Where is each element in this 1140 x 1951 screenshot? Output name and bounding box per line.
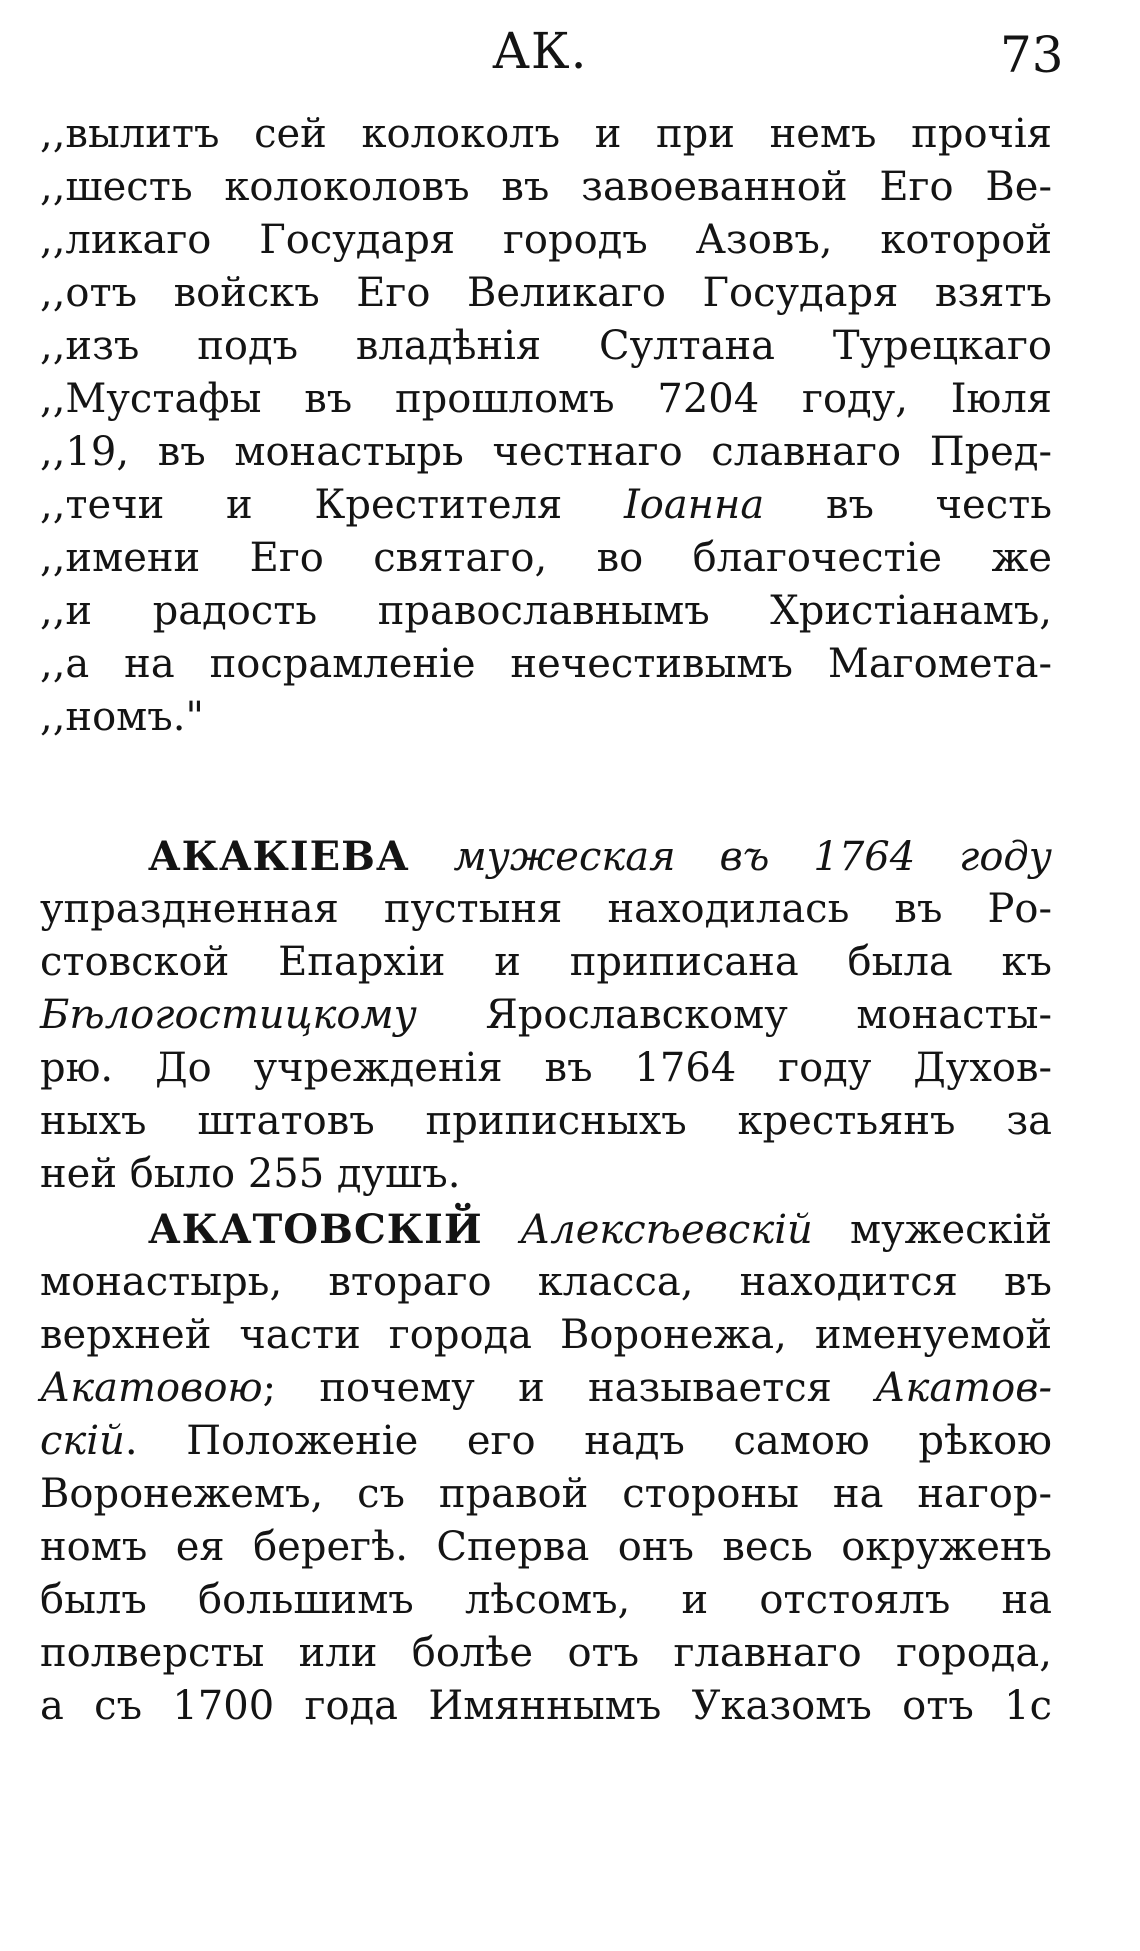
entry-headword: АКАТОВСКІЙ (148, 1206, 483, 1253)
quote-line: ,,и радость православнымъ Христіанамъ, (40, 588, 1052, 634)
entry-text: мужескій (850, 1207, 1053, 1253)
page-number: 73 (1000, 26, 1064, 84)
quote-italic-name: Іоанна (623, 482, 765, 528)
entry-line (40, 830, 1052, 883)
entry-text: . Положеніе его надъ самою рѣкою (124, 1418, 1052, 1464)
entry-line: ныхъ штатовъ приписныхъ крестьянъ за (40, 1098, 1052, 1144)
quote-line: ,,номъ." (40, 694, 204, 740)
entry-line (40, 1203, 1052, 1256)
quote-line: ,,вылитъ сей колоколъ и при немъ прочія (40, 111, 1052, 157)
entry-headword: АКАКІЕВА (148, 833, 410, 880)
entry-italic: скій (40, 1418, 125, 1464)
entry-text: Ярославскому монасты- (485, 992, 1053, 1038)
entry-line: полверсты или болѣе отъ главнаго города, (40, 1630, 1052, 1676)
entry-line: номъ ея берегѣ. Сперва онъ весь окруженъ (40, 1524, 1052, 1570)
entry-text: ; почему и называется (262, 1365, 832, 1411)
entry-line: ней было 255 душъ. (40, 1151, 461, 1197)
quote-line: ,,отъ войскъ Его Великаго Государя взятъ (40, 270, 1052, 316)
entry-line: рю. До учрежденія въ 1764 году Духов- (40, 1045, 1052, 1091)
quote-line: ,,Мустафы въ прошломъ 7204 году, Іюля (40, 376, 1052, 422)
entry-line: стовской Епархіи и приписана была къ (40, 939, 1052, 985)
entry-line: упраздненная пустыня находилась въ Ро- (40, 886, 1052, 932)
entry-line: монастырь, втораго класса, находится въ (40, 1259, 1052, 1305)
quote-text: въ честь (825, 482, 1053, 528)
entry-akakieva (40, 830, 1052, 1201)
entry-akatovsky (40, 1203, 1052, 1733)
entry-italic: Акатовою (40, 1365, 263, 1411)
quote-line: ,,а на посрамленіе нечестивымъ Магомета- (40, 641, 1052, 687)
entry-italic: Акатов- (875, 1365, 1052, 1411)
entry-line: а съ 1700 года Имяннымъ Указомъ отъ 1с (40, 1683, 1052, 1729)
quote-block (40, 108, 1052, 744)
entry-line (40, 1362, 1052, 1415)
entry-line: верхней части города Воронежа, именуемой (40, 1312, 1052, 1358)
quote-line (40, 479, 1052, 532)
entry-line (40, 1415, 1052, 1468)
entry-italic: Бѣлогостицкому (40, 992, 417, 1038)
entry-line: Воронежемъ, съ правой стороны на нагор- (40, 1471, 1052, 1517)
entry-text: мужеская въ 1764 году (453, 834, 1052, 880)
quote-line: ,,19, въ монастырь честнаго славнаго Пред- (40, 429, 1052, 475)
quote-line: ,,шесть колоколовъ въ завоеванной Его Ве- (40, 164, 1052, 210)
quote-line: ,,имени Его святаго, во благочестіе же (40, 535, 1052, 581)
quote-line: ,,изъ подъ владѣнія Султана Турецкаго (40, 323, 1052, 369)
quote-text: ,,течи и Крестителя (40, 482, 563, 528)
entry-italic: Алексѣевскій (519, 1207, 813, 1253)
running-head: АК. (492, 22, 588, 80)
entry-line: былъ большимъ лѣсомъ, и отстоялъ на (40, 1577, 1052, 1623)
quote-line: ,,ликаго Государя городъ Азовъ, которой (40, 217, 1052, 263)
entry-line (40, 989, 1052, 1042)
